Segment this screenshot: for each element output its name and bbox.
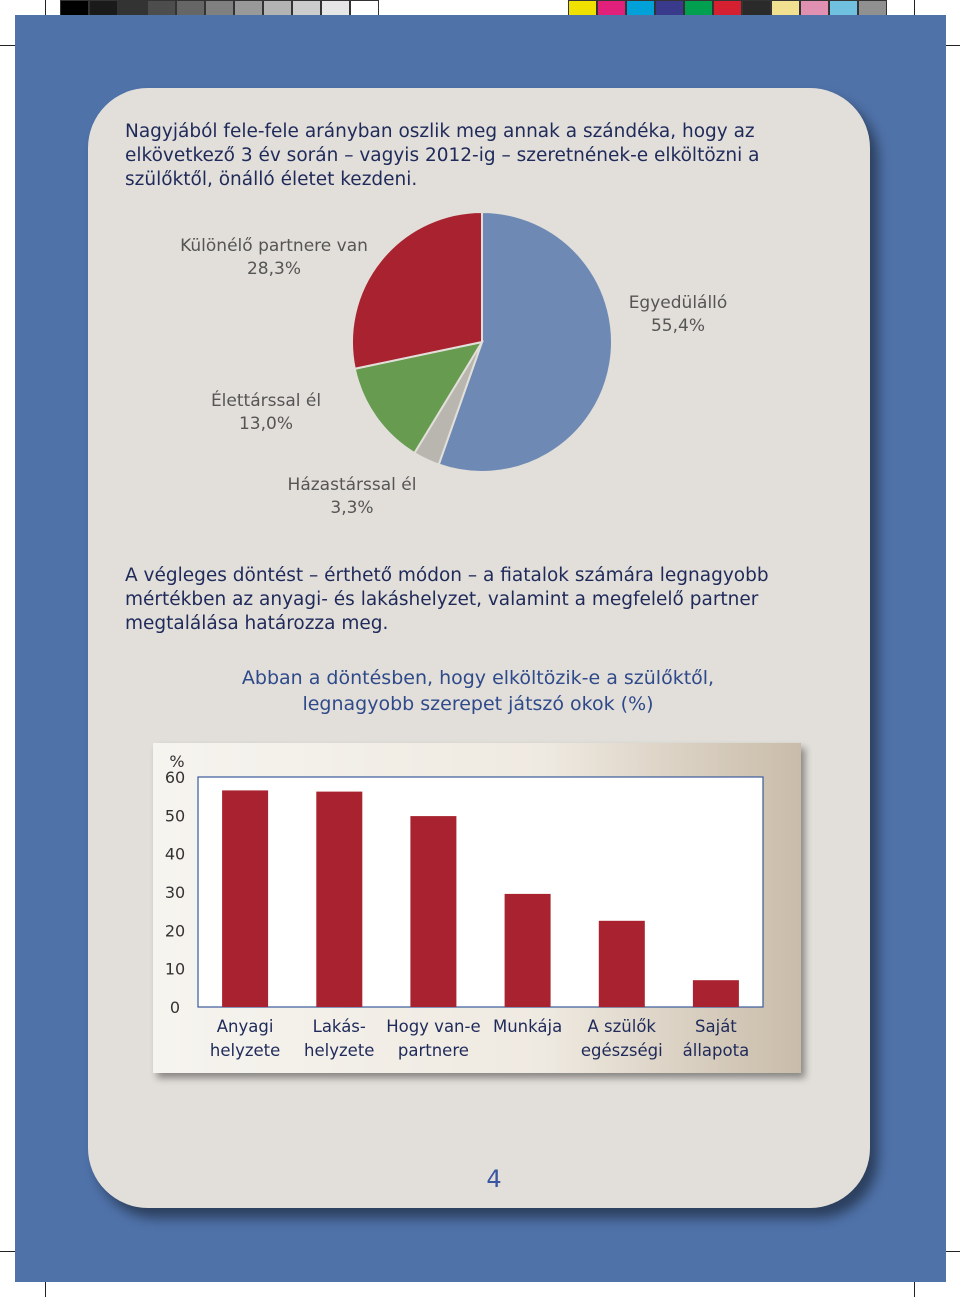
pie-slice-3	[352, 212, 482, 369]
y-tick-label-4: 40	[164, 844, 186, 864]
bar-4	[599, 921, 645, 1007]
x-tick-label-1-line-1: Lakás-	[312, 1017, 366, 1036]
pie-label-single-name: Egyedülálló	[628, 293, 728, 313]
x-tick-label-2-line-2: partnere	[397, 1041, 469, 1060]
x-tick-label-0-line-1: Anyagi	[216, 1017, 274, 1036]
bar-chart-title-line-2: legnagyobb szerepet játszó okok (%)	[302, 693, 654, 715]
bar-5	[693, 980, 739, 1007]
bar-chart-title-line-1: Abban a döntésben, hogy elköltözik-e a szülőktől,	[241, 667, 715, 689]
x-tick-label-2-line-1: Hogy van-e	[386, 1017, 481, 1036]
bar-chart-panel	[153, 743, 801, 1073]
bar-3	[505, 894, 551, 1007]
intro-paragraph: Nagyjából fele-fele arányban oszlik meg annak a szándéka, hogy az elkövetkező 3 év során – vagyis 2012-ig – szeretnének-e elköltözni a szülőktől, önálló életet kezdeni.	[125, 121, 760, 190]
y-tick-label-3: 30	[164, 883, 186, 902]
x-tick-label-5-line-2: állapota	[682, 1041, 750, 1060]
bar-chart	[153, 743, 801, 1073]
pie-label-single	[629, 292, 728, 338]
x-tick-label-1-line-2: helyzete	[304, 1041, 375, 1060]
pie-label-separated	[180, 235, 368, 281]
pie-label-separated-name: Különélő partnere van	[180, 236, 368, 256]
y-tick-label-2: 20	[164, 921, 186, 941]
x-tick-label-3-line-1: Munkája	[492, 1017, 563, 1036]
pie-label-separated-value: 28,3%	[246, 259, 302, 279]
pie-label-cohabiting-name: Élettárssal él	[210, 391, 322, 411]
pie-label-cohabiting	[211, 390, 321, 436]
pie-label-married-value: 3,3%	[330, 498, 374, 518]
pie-label-married-name: Házastárssal él	[287, 475, 417, 495]
bar-0	[222, 790, 268, 1007]
bar-1	[316, 792, 362, 1007]
y-tick-label-6: 60	[164, 768, 186, 787]
pie-chart	[340, 200, 630, 490]
y-tick-label-1: 10	[164, 959, 186, 979]
x-tick-label-5-line-1: Saját	[695, 1017, 737, 1036]
bar-2	[410, 816, 456, 1007]
plot-area	[198, 777, 763, 1007]
pie-label-married	[288, 474, 417, 520]
bar-chart-title	[200, 665, 756, 717]
middle-paragraph: A végleges döntést – érthető módon – a fiatalok számára legnagyobb mértékben az anyagi- és lakáshelyzet, valamint a megfelelő partner megtalálása határozza meg.	[125, 565, 769, 634]
pie-label-single-value: 55,4%	[650, 316, 706, 336]
pie-label-cohabiting-value: 13,0%	[238, 414, 294, 434]
x-tick-label-4-line-1: A szülők	[587, 1017, 656, 1036]
x-tick-label-0-line-2: helyzete	[209, 1041, 281, 1060]
y-axis-unit-label: %	[169, 752, 185, 771]
y-tick-label-5: 50	[164, 806, 186, 826]
y-tick-label-0: 0	[169, 998, 181, 1017]
page-number: 4	[486, 1165, 502, 1193]
x-tick-label-4-line-2: egészségi	[580, 1041, 663, 1060]
